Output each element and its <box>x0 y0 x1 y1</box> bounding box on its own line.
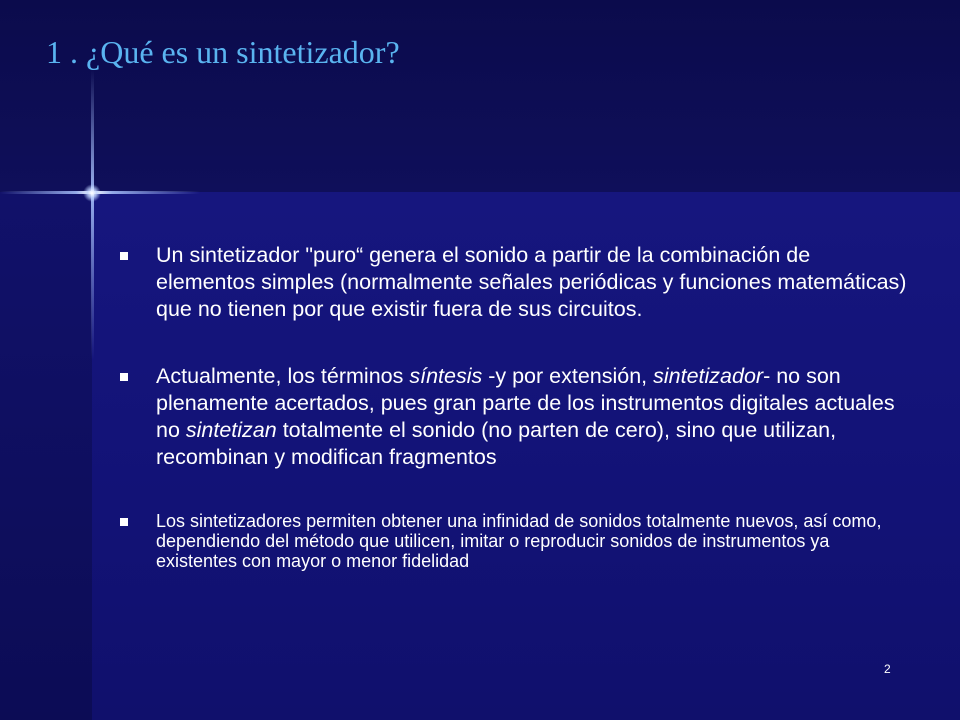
background-top-band <box>0 0 960 192</box>
square-bullet-icon <box>120 373 128 381</box>
bullet-list <box>120 242 910 571</box>
bullet-item <box>120 363 910 471</box>
bullet-text-segment: - no son plenamente acertados, pues gran parte de los instrumentos digitales actuales no <box>156 364 895 442</box>
background-left-band <box>0 192 92 720</box>
italic-term: sintetizador <box>653 364 764 388</box>
bullet-item <box>120 511 910 571</box>
bullet-text-segment: Actualmente, los términos <box>156 364 410 388</box>
bullet-text-segment: Los sintetizadores permiten obtener una infinidad de sonidos totalmente nuevos, así como, dependiendo del método que utilicen, imitar o reproducir sonidos de instrumentos ya existentes con mayor o menor fidelidad <box>156 511 882 571</box>
bullet-text <box>156 243 906 321</box>
italic-term: sintetizan <box>185 418 277 442</box>
square-bullet-icon <box>120 252 128 260</box>
italic-term: síntesis <box>409 364 483 388</box>
bullet-item <box>120 242 910 323</box>
bullet-text-segment: -y por extensión, <box>482 364 654 388</box>
square-bullet-icon <box>120 518 128 526</box>
bullet-text-segment: Un sintetizador "puro“ genera el sonido a partir de la combinación de elementos simples (normalmente señales periódicas y funciones matemáticas) que no tienen por que existir fuera de sus circuitos. <box>156 243 907 321</box>
slide-title: 1 . ¿Qué es un sintetizador? <box>46 34 400 70</box>
sparkle-star-icon <box>83 184 101 202</box>
sparkle-vertical-beam <box>91 70 94 360</box>
bullet-text-segment: totalmente el sonido (no parten de cero), sino que utilizan, recombinan y modifican fragmentos <box>156 418 837 469</box>
bullet-text <box>156 364 895 469</box>
slide-number: 2 <box>884 662 891 676</box>
bullet-text <box>156 511 881 571</box>
